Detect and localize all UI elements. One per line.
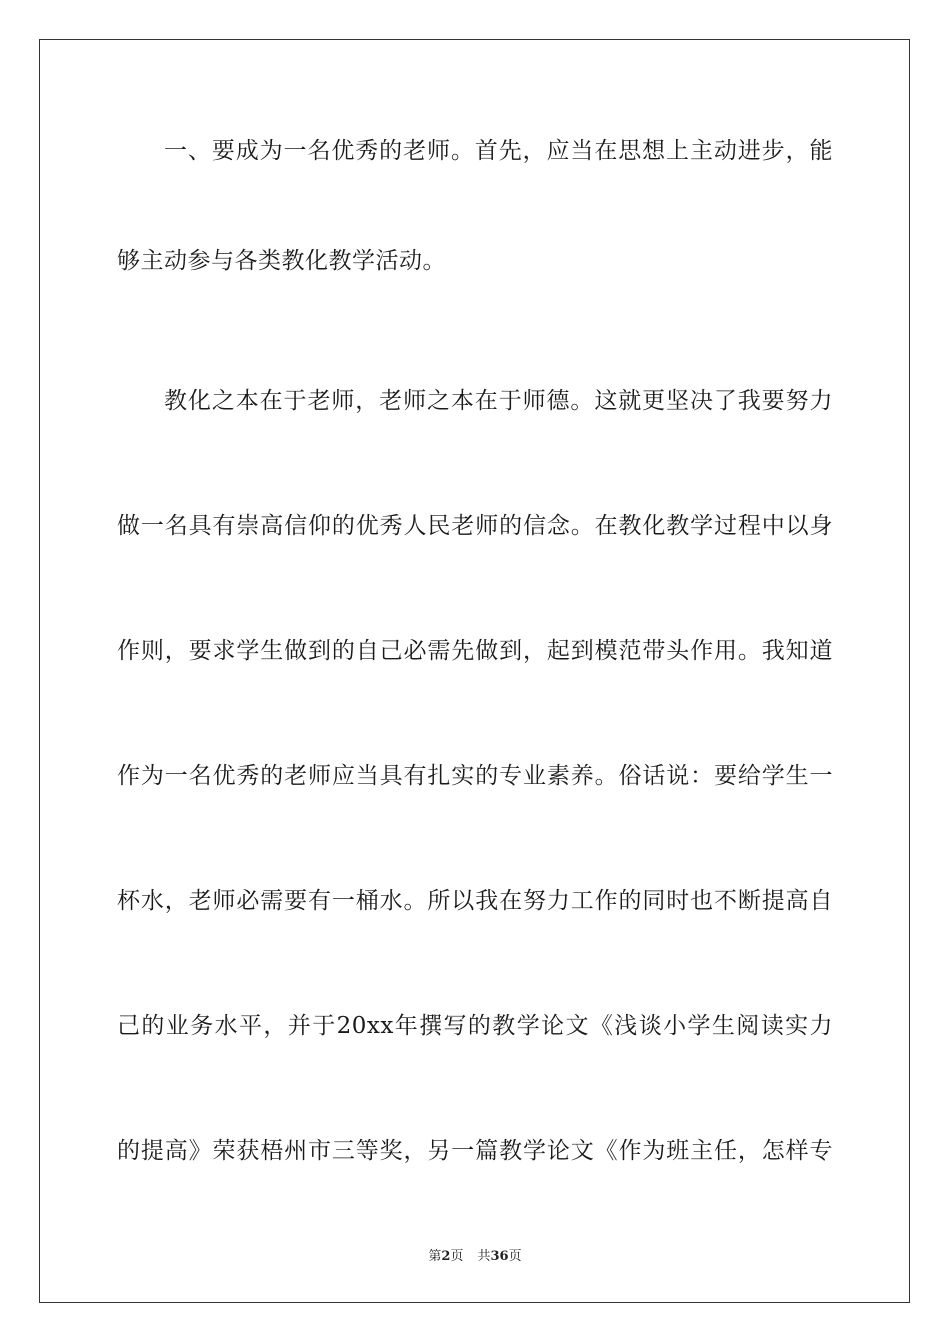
text-line-9: 的提高》荣获梧州市三等奖，另一篇教学论文《作为班主任，怎样专 xyxy=(117,1138,833,1164)
page-number: 2 xyxy=(441,1249,451,1264)
text-line-1: 一、要成为一名优秀的老师。首先，应当在思想上主动进步，能 xyxy=(164,138,833,164)
text-line-4: 做一名具有崇高信仰的优秀人民老师的信念。在教化教学过程中以身 xyxy=(117,513,833,539)
total-pages: 36 xyxy=(490,1249,509,1264)
text-line-3: 教化之本在于老师，老师之本在于师德。这就更坚决了我要努力 xyxy=(164,388,833,414)
total-suffix: 页 xyxy=(508,1249,522,1264)
page-prefix: 第 xyxy=(428,1249,442,1264)
text-line-2: 够主动参与各类教化教学活动。 xyxy=(117,248,446,274)
page-border xyxy=(39,39,910,1303)
text-line-5: 作则，要求学生做到的自己必需先做到，起到模范带头作用。我知道 xyxy=(117,638,833,664)
text-line-8: 己的业务水平，并于20xx年撰写的教学论文《浅谈小学生阅读实力 xyxy=(117,1013,833,1039)
text-line-7: 杯水，老师必需要有一桶水。所以我在努力工作的同时也不断提高自 xyxy=(117,888,833,914)
page-suffix: 页 xyxy=(450,1249,464,1264)
page-footer xyxy=(0,1245,950,1264)
total-prefix: 共 xyxy=(477,1249,491,1264)
text-line-6: 作为一名优秀的老师应当具有扎实的专业素养。俗话说：要给学生一 xyxy=(117,763,833,789)
